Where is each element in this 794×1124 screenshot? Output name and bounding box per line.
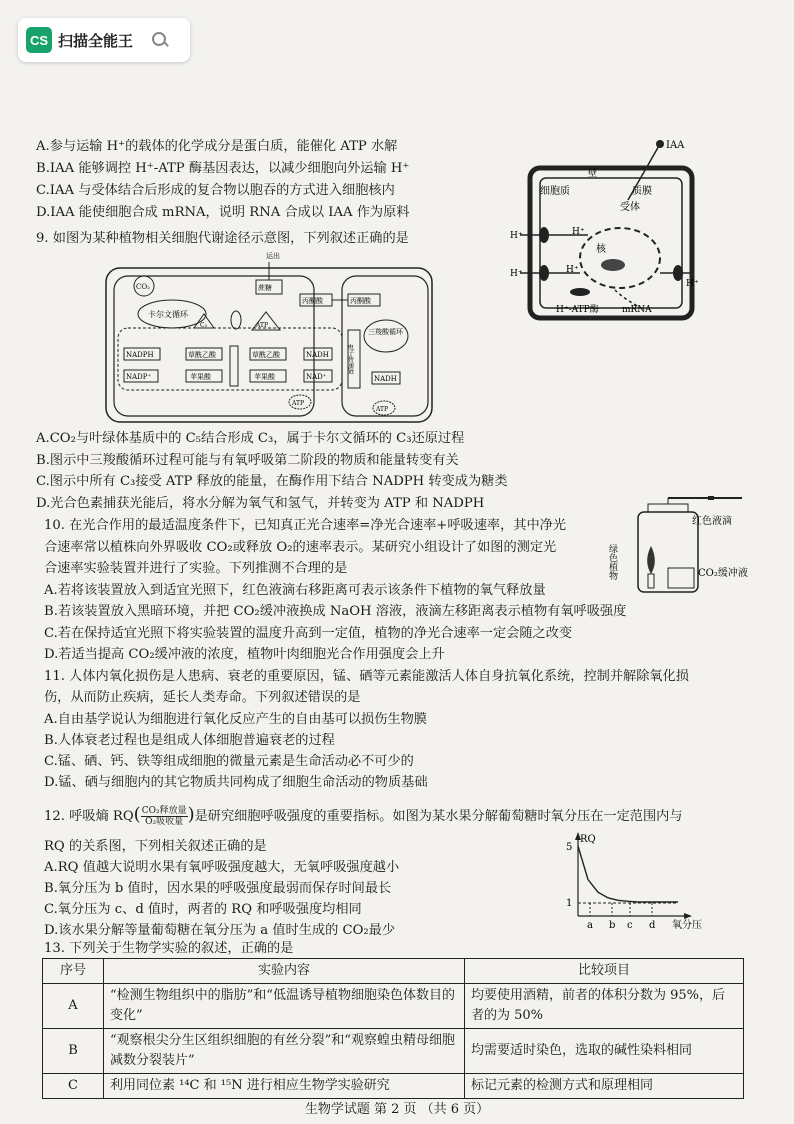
plant-pot xyxy=(648,574,654,588)
red-drop xyxy=(708,496,714,500)
plant-leaves xyxy=(647,546,655,574)
rq-denominator: O₂吸收量 xyxy=(145,817,184,827)
x-axis-arrow xyxy=(684,913,692,919)
q11-option-b: B.人体衰老过程也是组成人体细胞普遍衰老的过程 xyxy=(44,733,335,748)
q8-option-d: D.IAA 能使细胞合成 mRNA，说明 RNA 合成以 IAA 作为原料 xyxy=(36,205,410,220)
q10-option-b: B.若该装置放入黑暗环境，并把 CO₂缓冲液换成 NaOH 溶液，液滴左移距离表示植物有氧呼吸强度 xyxy=(44,604,627,619)
q12-stem-post: 是研究细胞呼吸强度的重要指标。如图为某水果分解葡萄糖时氧分压在一定范围内与 xyxy=(194,809,683,824)
x-tick-label: a xyxy=(587,920,593,931)
h-pump-left-top xyxy=(539,227,549,243)
q10-stem-line3: 合速率实验装置并进行了实验。下列推测不合理的是 xyxy=(44,561,348,576)
label-nadph: NADPH xyxy=(126,351,154,359)
q13-table xyxy=(42,958,744,1099)
label-malate2: 苹果酸 xyxy=(254,373,275,381)
q10-option-c: C.若在保持适宜光照下将实验装置的温度升高到一定值，植物的净光合速率一定会随之改变 xyxy=(44,626,573,641)
q11-stem-line1: 11. 人体内氧化损伤是人患病、衰老的重要原因，锰、硒等元素能激活人体自身抗氧化系统，控制并解除氧化损 xyxy=(44,669,689,684)
camscanner-logo: CS xyxy=(26,27,52,53)
label-receptor: 受体 xyxy=(620,202,640,213)
label-oaa2: 草酰乙酸 xyxy=(252,351,280,359)
label-malate1: 苹果酸 xyxy=(190,373,211,381)
q8-option-a: A.参与运输 H⁺的载体的化学成分是蛋白质，能催化 ATP 水解 xyxy=(36,139,398,154)
rq-fraction xyxy=(141,806,188,827)
y-axis-label: RQ xyxy=(580,834,596,845)
table-row xyxy=(43,1074,744,1099)
h-pump-left-bottom xyxy=(539,265,549,281)
label-buffer: CO₂缓冲液 xyxy=(698,568,748,579)
chloroplast-outline xyxy=(114,276,314,416)
header-id: 序号 xyxy=(43,959,104,984)
label-h-out2: H⁺ xyxy=(510,269,523,279)
iaa-molecule xyxy=(656,140,664,148)
q10-option-a: A.若将该装置放入到适宜光照下，红色液滴右移距离可表示该条件下植物的氧气释放量 xyxy=(44,583,546,598)
label-wall: 壁 xyxy=(588,169,598,179)
q10-stem-line1: 10. 在光合作用的最适温度条件下，已知真正光合速率=净光合速率+呼吸速率，其中净光 xyxy=(44,518,567,533)
q12-stem-pre: 12. 呼吸熵 RQ xyxy=(44,809,134,824)
q12-paren-open: ( xyxy=(133,804,141,825)
q8-option-c: C.IAA 与受体结合后形成的复合物以胞吞的方式进入细胞核内 xyxy=(36,183,395,198)
q12-option-b: B.氧分压为 b 值时，因水果的呼吸强度最弱而保存时间最长 xyxy=(44,881,392,896)
app-name: 扫描全能王 xyxy=(58,31,134,50)
app-header-bar xyxy=(18,18,190,62)
label-tca: 三羧酸循环 xyxy=(368,328,403,336)
q12-option-d: D.该水果分解等量葡萄糖在氧分压为 a 值时生成的 CO₂最少 xyxy=(44,923,396,938)
rq-curve xyxy=(578,846,678,902)
label-calvin: 卡尔文循环 xyxy=(148,310,188,319)
q8-option-b: B.IAA 能够调控 H⁺-ATP 酶基因表达，以减少细胞向外运输 H⁺ xyxy=(36,161,410,176)
label-atp1: ATP xyxy=(256,322,269,329)
nucleus xyxy=(580,228,660,288)
label-h-out3: H⁺ xyxy=(686,279,699,289)
label-atp3: ATP xyxy=(376,406,389,413)
q11-option-a: A.自由基学说认为细胞进行氧化反应产生的自由基可以损伤生物膜 xyxy=(44,712,427,727)
q11-option-d: D.锰、硒与细胞内的其它物质共同构成了细胞生命活动的物质基础 xyxy=(44,775,428,790)
label-nadh-cytosol: NADH xyxy=(306,351,329,359)
q13-stem: 13. 下列关于生物学实验的叙述，正确的是 xyxy=(44,941,294,956)
x-tick-label: b xyxy=(609,920,616,931)
transporter-1 xyxy=(231,311,241,329)
label-mrna: mRNA xyxy=(622,305,652,315)
label-h-out1: H⁺ xyxy=(510,231,523,241)
label-nadh-mito: NADH xyxy=(374,375,397,383)
label-h-in2: H⁺ xyxy=(566,265,579,275)
row-a-id: A xyxy=(43,984,104,1029)
x-tick-label: c xyxy=(627,920,633,931)
label-export: 运出 xyxy=(266,252,280,260)
label-co2: CO₂ xyxy=(136,283,150,291)
label-cytoplasm: 细胞质 xyxy=(540,186,570,197)
q9-metabolism-diagram xyxy=(104,250,434,426)
q9-option-c: C.图示中所有 C₃接受 ATP 释放的能量，在酶作用下结合 NADPH 转变成为糖类 xyxy=(36,474,508,489)
table-row xyxy=(43,1029,744,1074)
q9-stem: 9. 如图为某种植物相关细胞代谢途径示意图，下列叙述正确的是 xyxy=(36,231,409,246)
row-c-compare: 标记元素的检测方式和原理相同 xyxy=(465,1074,744,1099)
q12-option-c: C.氧分压为 c、d 值时，两者的 RQ 和呼吸强度均相同 xyxy=(44,902,362,917)
label-h-in1: H⁺ xyxy=(572,227,585,237)
row-b-content: “观察根尖分生区组织细胞的有丝分裂”和“观察蝗虫精母细胞减数分裂装片” xyxy=(104,1029,465,1074)
bottle-stopper xyxy=(648,504,688,512)
label-nadp: NADP⁺ xyxy=(126,373,152,381)
header-compare: 比较项目 xyxy=(465,959,744,984)
tca-cycle xyxy=(364,320,408,352)
q10-option-d: D.若适当提高 CO₂缓冲液的浓度，植物叶肉细胞光合作用强度会上升 xyxy=(44,647,445,662)
row-c-content: 利用同位素 ¹⁴C 和 ¹⁵N 进行相应生物学实验研究 xyxy=(104,1074,465,1099)
q9-option-d: D.光合色素捕获光能后，将水分解为氧气和氢气，并转变为 ATP 和 NADPH xyxy=(36,496,485,511)
table-row xyxy=(43,984,744,1029)
q11-stem-line2: 伤，从而防止疾病，延长人类寿命。下列叙述错误的是 xyxy=(44,690,361,705)
cell-membrane xyxy=(540,178,682,308)
label-pyruvate: 丙酮酸 xyxy=(302,297,323,305)
label-membrane: 质膜 xyxy=(632,186,652,197)
q12-stem-line2: RQ 的关系图，下列相关叙述正确的是 xyxy=(44,839,267,854)
label-plant: 绿色植物 xyxy=(607,544,617,580)
page-footer: 生物学试题 第 2 页 （共 6 页） xyxy=(304,1102,490,1117)
q12-stem-line1 xyxy=(44,806,683,827)
label-nucleus: 核 xyxy=(596,244,606,255)
q12-paren-close: ) xyxy=(187,804,195,825)
rq-numerator: CO₂释放量 xyxy=(141,806,187,816)
row-c-id: C xyxy=(43,1074,104,1099)
label-etc: 电子传递链 xyxy=(346,344,354,374)
q10-apparatus-diagram xyxy=(607,496,762,596)
q12-option-a: A.RQ 值越大说明水果有氧呼吸强度越大，无氧呼吸强度越小 xyxy=(44,860,400,875)
rq-chart xyxy=(560,832,730,932)
label-atpase: H⁺-ATP酶 xyxy=(556,305,599,315)
q11-option-c: C.锰、硒、钙、铁等组成细胞的微量元素是生命活动必不可少的 xyxy=(44,754,414,769)
label-iaa: IAA xyxy=(666,140,685,151)
y-tick-label: 1 xyxy=(566,898,573,909)
header-content: 实验内容 xyxy=(104,959,465,984)
q9-option-a: A.CO₂与叶绿体基质中的 C₅结合形成 C₃，属于卡尔文循环的 C₃还原过程 xyxy=(36,431,465,446)
transporter-2 xyxy=(230,346,238,386)
search-icon[interactable] xyxy=(151,31,169,49)
q10-stem-line2: 合速率常以植株向外界吸收 CO₂或释放 O₂的速率表示。某研究小组设计了如图的测定光 xyxy=(44,540,557,555)
x-axis-label: 氧分压 xyxy=(672,920,702,931)
h-pump-right xyxy=(673,265,683,281)
q9-option-b: B.图示中三羧酸循环过程可能与有氧呼吸第二阶段的物质和能量转变有关 xyxy=(36,453,459,468)
label-drop: 红色液滴 xyxy=(692,516,732,527)
label-nad: NAD⁺ xyxy=(306,373,327,381)
y-tick-label: 5 xyxy=(566,842,573,853)
row-a-compare: 均要使用酒精，前者的体积分数为 95%，后者的为 50% xyxy=(465,984,744,1029)
row-b-compare: 均需要适时染色，选取的碱性染料相同 xyxy=(465,1029,744,1074)
label-atp2: ATP xyxy=(292,400,305,407)
buffer-beaker xyxy=(668,568,694,588)
label-c3: C₃ xyxy=(200,322,207,329)
label-pyruvate2: 丙酮酸 xyxy=(350,297,371,305)
table-header-row xyxy=(43,959,744,984)
label-sucrose: 蔗糖 xyxy=(258,284,272,292)
x-tick-label: d xyxy=(649,920,656,931)
atpase-synthesis xyxy=(570,288,590,296)
gene-complex xyxy=(601,259,625,271)
row-b-id: B xyxy=(43,1029,104,1074)
q8-cell-diagram xyxy=(510,130,700,325)
row-a-content: “检测生物组织中的脂肪”和“低温诱导植物细胞染色体数目的变化” xyxy=(104,984,465,1029)
label-oaa1: 草酰乙酸 xyxy=(188,351,216,359)
